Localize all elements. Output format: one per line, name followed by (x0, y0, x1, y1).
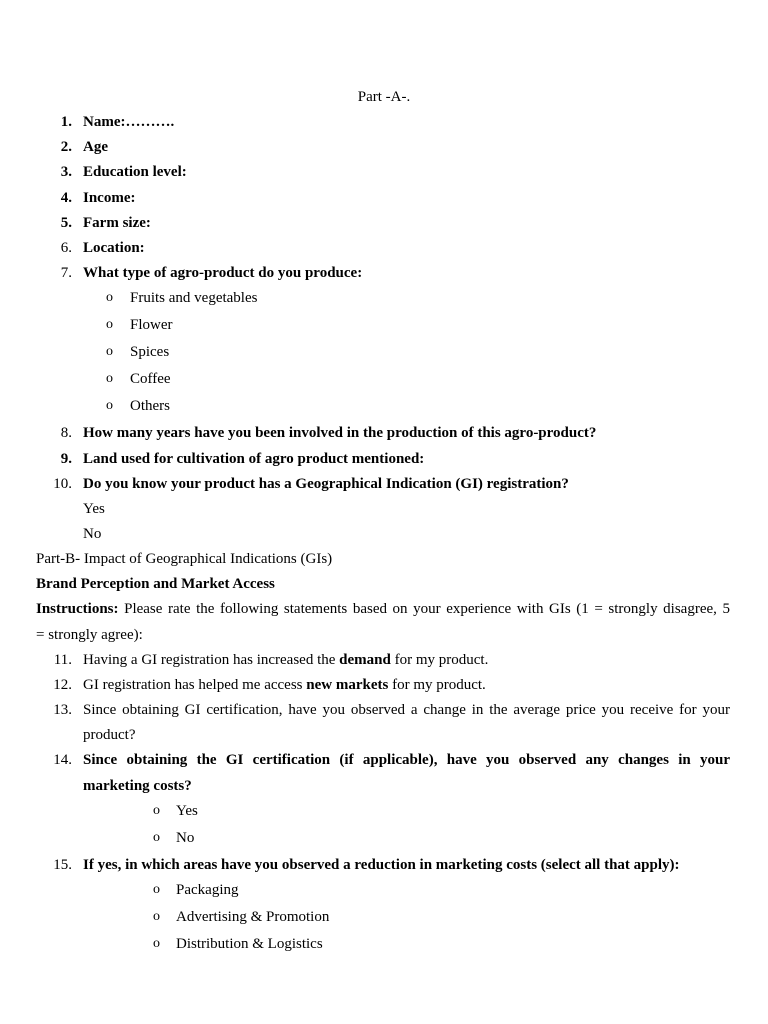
option-item (0, 935, 768, 953)
item-number: 11. (53, 652, 72, 668)
bullet-icon: o (153, 882, 160, 897)
option-item (0, 908, 768, 926)
option-label: Distribution & Logistics (176, 936, 323, 952)
item-text: Education level: (83, 164, 187, 180)
bullet-icon: o (106, 317, 113, 332)
option-item (0, 289, 768, 307)
instructions-text: Please rate the following statements based on your experience with GIs (1 = strongly disagree, 5 (118, 601, 730, 617)
list-item (0, 189, 768, 207)
item-number: 5. (60, 215, 72, 231)
option-label: Advertising & Promotion (176, 909, 330, 925)
item-text: If yes, in which areas have you observed a reduction in marketing costs (select all that apply): (83, 857, 680, 873)
list-item (0, 214, 768, 232)
item-text (83, 676, 486, 694)
text-fragment: for my product. (390, 652, 489, 668)
bullet-icon: o (153, 909, 160, 924)
question-13-line-1: Since obtaining GI certification, have you observed a change in the average price you receive for your (83, 702, 730, 718)
question-14-line-2: marketing costs? (83, 778, 192, 794)
item-text: Do you know your product has a Geographical Indication (GI) registration? (83, 476, 569, 492)
list-item (0, 264, 768, 282)
list-item (0, 163, 768, 181)
section-heading: Brand Perception and Market Access (36, 576, 275, 592)
question-14-line-1: Since obtaining the GI certification (if applicable), have you observed any changes in your (83, 752, 730, 768)
list-item (0, 138, 768, 156)
option-label: Packaging (176, 882, 239, 898)
instructions-label: Instructions: (36, 601, 119, 617)
option-label: Spices (130, 344, 170, 360)
item-number: 15. (53, 857, 72, 873)
question-8 (0, 424, 768, 442)
item-text: How many years have you been involved in the production of this agro-product? (83, 425, 597, 441)
option-label: Yes (176, 803, 198, 819)
item-number: 10. (53, 476, 72, 492)
item-number: 1. (60, 114, 72, 130)
item-number: 12. (53, 677, 72, 693)
item-number: 2. (60, 139, 72, 155)
item-text: Income: (83, 190, 136, 206)
option-item (0, 881, 768, 899)
text-fragment: Having a GI registration has increased the (83, 652, 340, 668)
option-label: Coffee (130, 371, 171, 387)
item-text: Name:………. (83, 114, 175, 130)
item-text: Age (83, 139, 108, 155)
item-number: 13. (53, 702, 72, 718)
item-number: 4. (60, 190, 72, 206)
item-text: Location: (83, 240, 145, 256)
question-15 (0, 856, 768, 874)
question-13-line-2: product? (83, 727, 136, 743)
question-9 (0, 450, 768, 468)
question-10 (0, 475, 768, 493)
bullet-icon: o (106, 398, 113, 413)
item-text: Farm size: (83, 215, 151, 231)
option-label: No (176, 830, 195, 846)
item-text (83, 651, 488, 669)
instructions-line-1 (36, 600, 730, 618)
option-label: Others (130, 398, 170, 414)
item-text: What type of agro-product do you produce: (83, 265, 363, 281)
part-a-title: Part -A-. (357, 89, 411, 105)
text-fragment: GI registration has helped me access (83, 677, 307, 693)
list-item (0, 239, 768, 257)
item-number: 9. (60, 451, 72, 467)
option-item (0, 316, 768, 334)
option-item (0, 802, 768, 820)
item-number: 7. (60, 265, 72, 281)
bullet-icon: o (153, 803, 160, 818)
emphasis-text: new markets (306, 677, 389, 693)
option-label: Fruits and vegetables (130, 290, 258, 306)
option-label: Flower (130, 317, 173, 333)
text-fragment: for my product. (388, 677, 486, 693)
question-11 (0, 651, 768, 669)
question-12 (0, 676, 768, 694)
option-item (0, 343, 768, 361)
option-item (0, 397, 768, 415)
item-number: 8. (60, 425, 72, 441)
item-number: 3. (60, 164, 72, 180)
list-item (0, 113, 768, 131)
bullet-icon: o (153, 936, 160, 951)
item-number: 14. (53, 752, 72, 768)
option-yes: Yes (83, 501, 105, 517)
option-no: No (83, 526, 102, 542)
option-item (0, 829, 768, 847)
item-text: Land used for cultivation of agro product mentioned: (83, 451, 425, 467)
option-item (0, 370, 768, 388)
item-number: 6. (60, 240, 72, 256)
bullet-icon: o (153, 830, 160, 845)
bullet-icon: o (106, 290, 113, 305)
bullet-icon: o (106, 344, 113, 359)
bullet-icon: o (106, 371, 113, 386)
emphasis-text: demand (339, 652, 391, 668)
instructions-line-2: = strongly agree): (36, 627, 143, 643)
part-b-title: Part-B- Impact of Geographical Indications (GIs) (36, 551, 333, 567)
